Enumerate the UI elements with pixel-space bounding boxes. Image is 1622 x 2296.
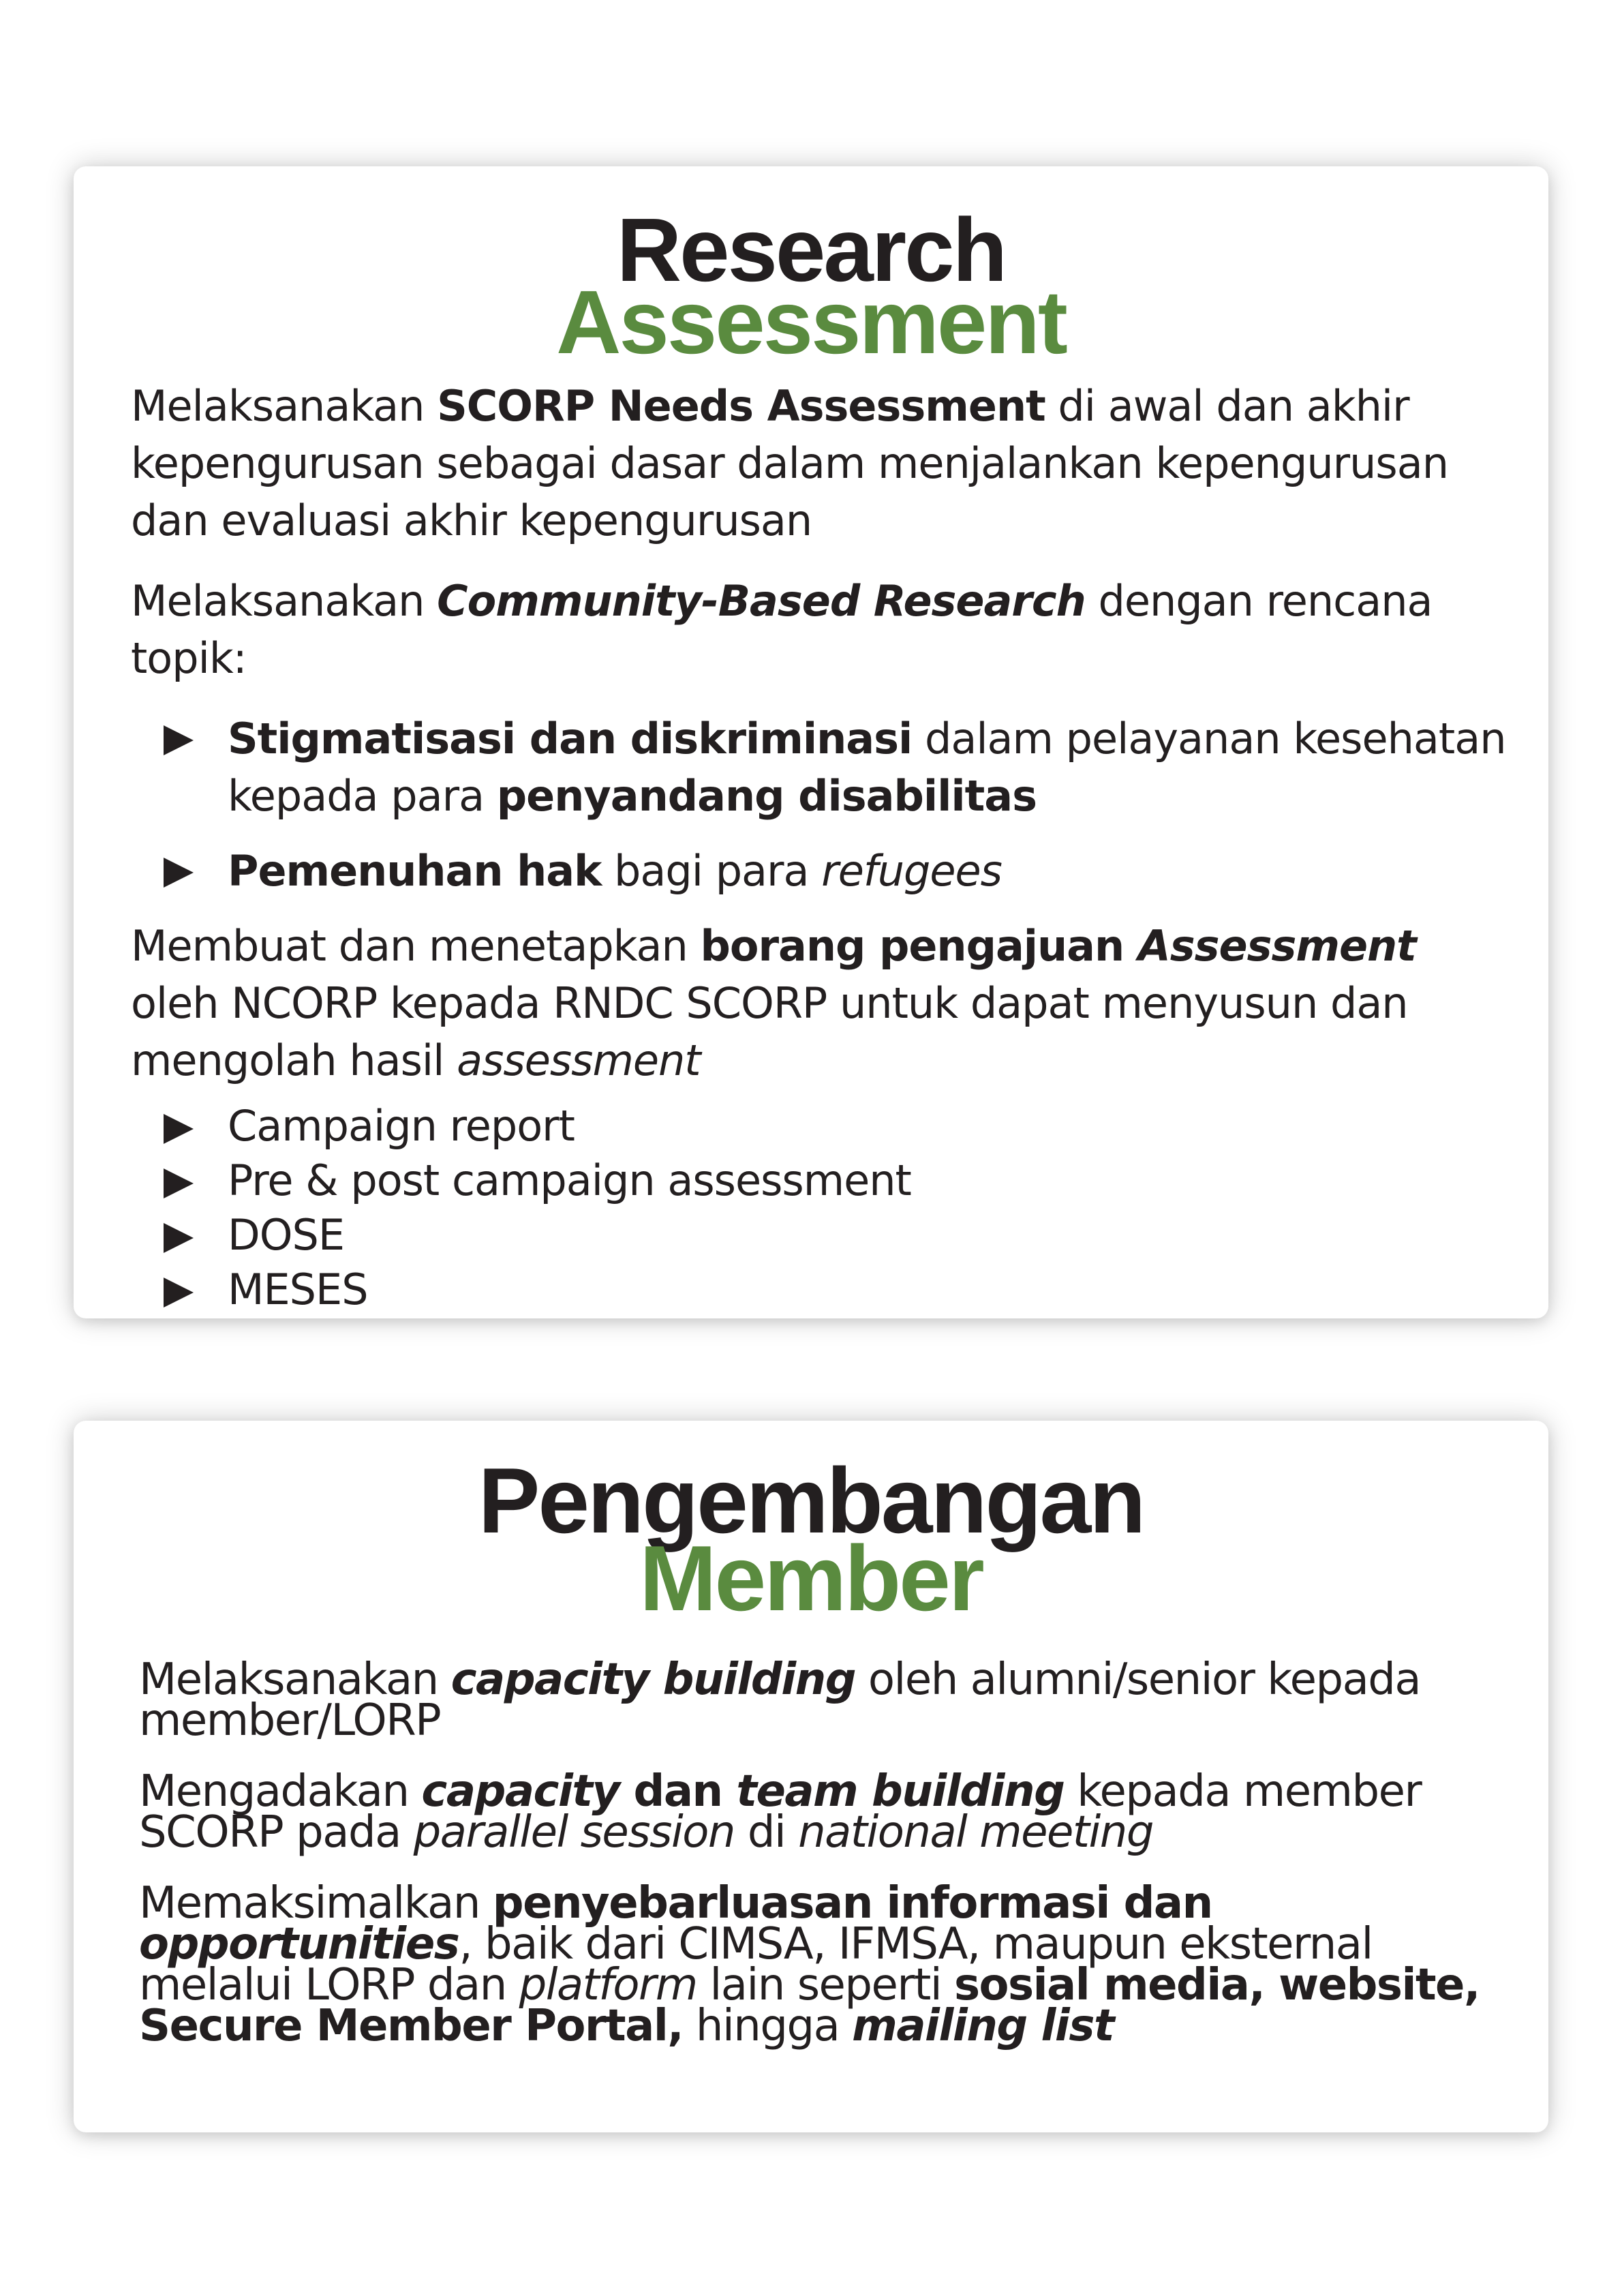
title-line-research: Research	[616, 200, 1006, 300]
bold-text: dan	[619, 1766, 737, 1817]
text: Mengadakan	[139, 1766, 422, 1817]
list-item: Pre & post campaign assessment	[228, 1153, 1508, 1208]
research-topic-list	[131, 710, 1508, 900]
bold-italic-text: mailing list	[852, 2001, 1114, 2051]
italic-text: assessment	[457, 1036, 701, 1085]
member-development-card	[74, 1421, 1548, 2132]
list-item: MESES	[228, 1263, 1508, 1317]
text: kepada member SCORP pada	[139, 1766, 1422, 1858]
bold-text: Stigmatisasi dan diskriminasi	[228, 714, 913, 764]
research-assessment-card	[74, 166, 1548, 1318]
text: lain seperti	[697, 1960, 954, 2010]
list-item	[228, 710, 1508, 825]
text: Melaksanakan	[131, 576, 438, 626]
italic-text: platform	[519, 1960, 697, 2010]
text: Melaksanakan	[131, 381, 438, 431]
list-item: DOSE	[228, 1208, 1508, 1263]
bold-italic-text: Assessment	[1137, 921, 1416, 971]
bold-text: sosial media, website, Secure Member Portal,	[139, 1960, 1480, 2051]
bold-italic-text: capacity building	[450, 1655, 856, 1705]
text: oleh NCORP kepada RNDC SCORP untuk dapat menyusun dan mengolah hasil	[131, 978, 1408, 1085]
text: oleh alumni/senior kepada member/LORP	[139, 1655, 1421, 1746]
member-body	[139, 1655, 1508, 2076]
bold-italic-text: capacity	[421, 1766, 619, 1817]
bold-text: penyandang disabilitas	[496, 771, 1037, 821]
text: , baik dari CIMSA, IFMSA, maupun eksternal melalui LORP dan	[139, 1919, 1373, 2010]
text: dengan rencana topik:	[131, 576, 1433, 683]
community-research-paragraph	[131, 573, 1508, 687]
bold-text: penyebarluasan informasi dan	[492, 1878, 1212, 1929]
member-development-title	[74, 1421, 1548, 1630]
italic-text: national meeting	[798, 1807, 1153, 1858]
list-item: Campaign report	[228, 1099, 1508, 1153]
italic-text: refugees	[821, 846, 1002, 896]
title-line-pengembangan: Pengembangan	[478, 1449, 1144, 1552]
research-body	[131, 378, 1508, 1335]
italic-text: parallel session	[413, 1807, 735, 1858]
text: di	[734, 1807, 799, 1858]
list-item	[228, 843, 1508, 900]
team-building-paragraph	[139, 1766, 1508, 1858]
text: hingga	[683, 2001, 853, 2051]
text: Melaksanakan	[139, 1655, 451, 1705]
bold-text: borang pengajuan	[700, 921, 1138, 971]
bold-italic-text: Community-Based Research	[437, 576, 1086, 626]
title-line-assessment: Assessment	[556, 272, 1066, 372]
research-assessment-title	[74, 166, 1548, 372]
bold-italic-text: team building	[736, 1766, 1065, 1817]
text: di awal dan akhir kepengurusan sebagai dasar dalam menjalankan kepengurusan dan evaluasi akhir kepengurusan	[131, 381, 1448, 545]
text: bagi para	[601, 846, 822, 896]
title-line-member: Member	[639, 1526, 983, 1630]
text: Membuat dan menetapkan	[131, 921, 701, 971]
needs-assessment-paragraph	[131, 378, 1508, 549]
bold-text: SCORP Needs Assessment	[437, 381, 1045, 431]
text: dalam pelayanan kesehatan kepada para	[228, 714, 1506, 821]
capacity-building-paragraph	[139, 1655, 1508, 1746]
text: Memaksimalkan	[139, 1878, 493, 1929]
bold-italic-text: opportunities	[139, 1919, 459, 1969]
assessment-items-list	[131, 1099, 1508, 1317]
bold-text: Pemenuhan hak	[228, 846, 602, 896]
borang-paragraph	[131, 918, 1508, 1089]
information-dissemination-paragraph	[139, 1878, 1508, 2051]
